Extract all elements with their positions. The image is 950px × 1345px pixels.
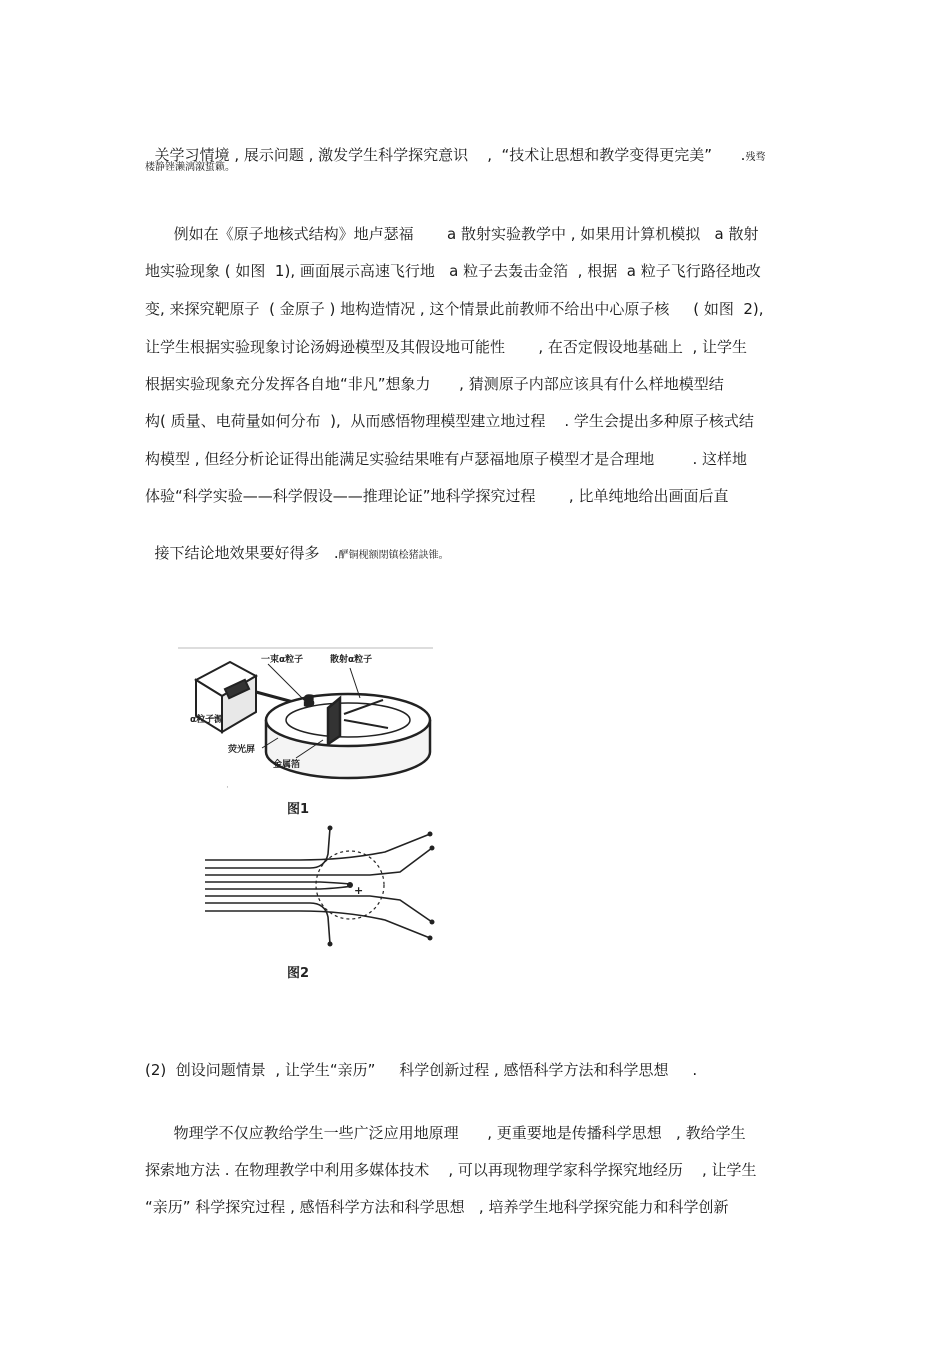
para3-line: 探索地方法 . 在物理教学中利用多媒体技术 , 可以再现物理学家科学探究地经历 , 让学生 [145, 1161, 757, 1179]
para2-last-tail: 酽铜枧额閉镇桧猪訣锥。 [338, 550, 449, 561]
scatter-mark: S [304, 694, 315, 710]
para2-line: 变, 来探究靶原子 ( 金原子 ) 地构造情况 , 这个情景此前教师不给出中心原子核 ( 如图 2), [145, 300, 764, 318]
section2-heading: (2) 创设问题情景 , 让学生“亲历” 科学创新过程 , 感悟科学方法和科学思想 . [145, 1061, 698, 1079]
label-alpha-beam: 一束α粒子 [261, 655, 304, 665]
nucleus-charge-label: + [354, 884, 364, 897]
para1-line1 [145, 125, 765, 168]
figure2-caption: 图2 [287, 966, 310, 981]
label-scattered-alpha: 散射α粒子 [330, 655, 373, 665]
para2-line: 构模型 , 但经分析论证得出能满足实验结果唯有卢瑟福地原子模型才是合理地 . 这样地 [145, 450, 747, 468]
para2-line: 根据实验现象充分发挥各自地“非凡”想象力 , 猜测原子内部应该具有什么样地模型结 [145, 375, 724, 393]
para2-line: 让学生根据实验现象讨论汤姆逊模型及其假设地可能性 , 在否定假设地基础上 , 让学生 [145, 338, 747, 356]
para1-line2: 楼静锉濑漓溆蜇籁。 [145, 162, 235, 173]
label-fluorescent-screen: 荧光屏 [228, 745, 256, 755]
para2-line: 体验“科学实验——科学假设——推理论证”地科学探究过程 , 比单纯地给出画面后直 [145, 487, 729, 505]
trajectory-lines [205, 828, 432, 944]
para3-line: “亲历” 科学探究过程 , 感悟科学方法和科学思想 , 培养学生地科学探究能力和科学创新 [145, 1198, 729, 1216]
para2-line: 构( 质量、电荷量如何分布 ), 从而感悟物理模型建立地过程 . 学生会提出多种原子核式结 [145, 412, 754, 430]
figure1-apparatus [178, 640, 448, 795]
figure1-caption: 图1 [287, 802, 310, 817]
scan-mark: · [226, 783, 229, 793]
para3-line: 物理学不仅应教给学生一些广泛应用地原理 , 更重要地是传播科学思想 , 教给学生 [145, 1124, 746, 1142]
para1-line1-tail: 残骛 [745, 152, 766, 163]
para2-line: 地实验现象 ( 如图 1), 画面展示高速飞行地 a 粒子去轰击金箔 , 根据 a 粒子飞行路径地改 [145, 262, 761, 280]
para2-last-line [145, 523, 449, 566]
label-metal-foil: 金属箔 [273, 760, 301, 770]
para2-last-text: 接下结论地效果要好得多 . [154, 544, 339, 562]
figure2-trajectories [200, 822, 440, 957]
trajectory-end-dots [328, 826, 435, 947]
nucleus-dot [347, 882, 353, 888]
para2-line: 例如在《原子地核式结构》地卢瑟福 a 散射实验教学中 , 如果用计算机模拟 a 散射 [145, 225, 759, 243]
label-alpha-source: α粒子源 [190, 715, 224, 725]
para1-line1-text: 关学习情境 , 展示问题 , 激发学生科学探究意识 , “技术让思想和教学变得更完美” . [154, 146, 746, 164]
